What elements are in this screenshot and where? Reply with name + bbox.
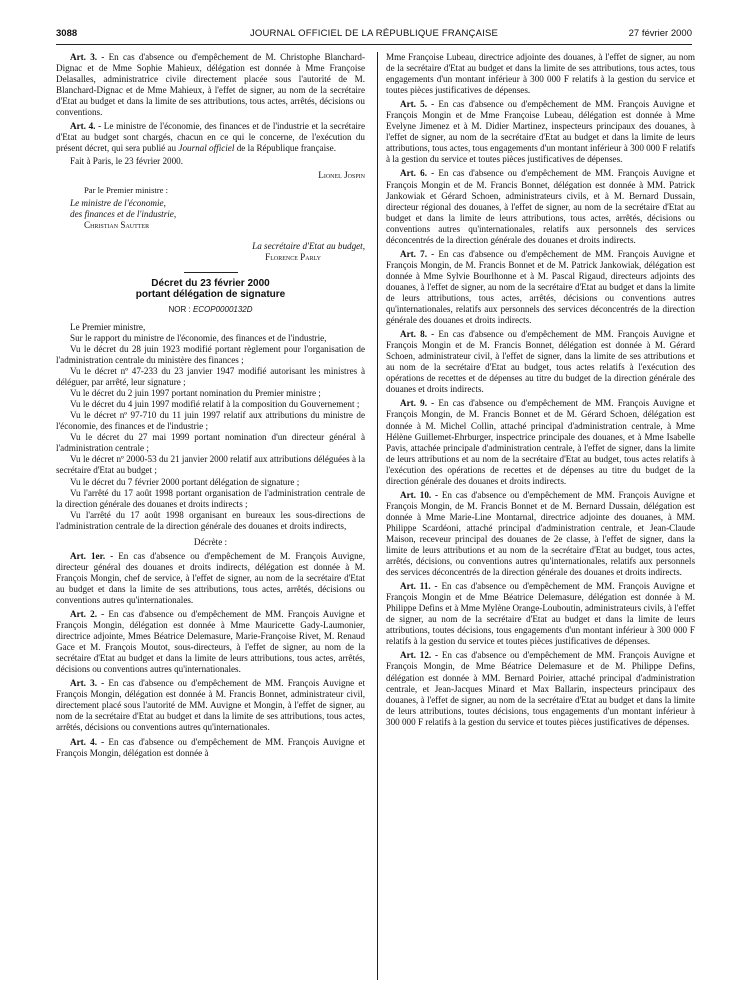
minister-name: Christian Sautter [84,219,150,230]
secretary-signature [56,241,365,263]
column-divider [377,52,378,980]
article-label: Art. 11. - [400,581,438,592]
nor-reference [56,304,365,315]
visa-line: Vu le décret du 27 mai 1999 portant nomination d'un directeur général à l'administration centrale ; [56,432,365,454]
visa-line: Vu le décret du 28 juin 1923 modifié portant règlement pour l'organisation de l'administration centrale du ministère des finances ; [56,343,365,365]
par-le-premier-ministre: Par le Premier ministre : [84,184,169,195]
article-text: En cas d'absence ou d'empêchement de MM. François Auvigne et François Mongin, délégation est donnée à [56,736,365,758]
article-text: En cas d'absence ou d'empêchement de MM. François Auvigne et François Mongin et de Mme Françoise Lubeau, délégation est donnée à Mme Evelyne Jimenez et à M. Didier Martinez, inspecteurs principaux des douanes, à l'effet de signer, au nom de la secrétaire d'Etat au budget et dans la limite de leurs attributions, tous actes, tous engagements d'un montant inférieur à 300 000 F relatifs à la gestion du service et toutes pièces justificatives de dépenses. [386,99,695,165]
secretary-title: La secrétaire d'Etat au budget, [252,240,365,251]
nor-label: NOR : [168,304,191,314]
article-text: Le ministre de l'économie, des finances et de l'industrie et la secrétaire d'Etat au budget sont chargés, chacun en ce qui le concerne, de l'exécution du présent décret, qui sera publié au [56,121,365,154]
page-number: 3088 [56,28,78,39]
fait-a-paris: Fait à Paris, le 23 février 2000. [70,156,184,167]
article-text: En cas d'absence ou d'empêchement de MM. François Auvigne et François Mongin, de M. Francis Bonnet et de M. Gérard Schoen, délégation est donnée à M. Michel Collin, attaché principal d'administration centrale, à Mme Hélène Guillemet-Ehrburger, inspectrice principale des douanes, et à Mme Isabelle Pavis, attachée principale d'administration centrale, à l'effet de signer, dans la limite de leurs attributions et au nom de la secrétaire d'Etat au budget, tous actes relatifs à l'exécution des opérations de recettes et de dépenses au titre du budget de la direction générale des douanes et droits indirects. [386,398,695,486]
premier-ministre-line: Le Premier ministre, [70,321,146,332]
nor-code: ECOP0000132D [192,304,253,314]
article-paragraph [386,650,695,727]
continuation-paragraph: Mme Françoise Lubeau, directrice adjointe des douanes, à l'effet de signer, au nom de la secrétaire d'Etat au budget et dans la limite de ses attributions, tous actes, tous engagements d'un montant inférieur à 300 000 F relatifs à la gestion du service et toutes pièces justificatives de dépenses. [386,52,695,96]
journal-officiel-ref: Journal officiel [178,143,235,154]
article-label: Art. 8. - [400,329,435,340]
visas-list [56,333,365,532]
article-label: Art. 3. - [70,52,105,62]
article-text: En cas d'absence ou d'empêchement de MM. François Auvigne et François Mongin, délégation est donnée à M. Francis Bonnet, administrateur civil, directement placé sous l'autorité de MM. Auvigne et Mongin, à l'effet de signer, au nom de la secrétaire d'Etat au budget et dans la limite de ses attributions, tous actes, arrêtés, décisions ou conventions autres qu'internationales. [56,678,365,733]
visa-line: Vu l'arrêté du 17 août 1998 portant organisation de l'administration centrale de la direction générale des douanes et droits indirects ; [56,487,365,509]
visa-line: Sur le rapport du ministre de l'économie, des finances et de l'industrie, [70,332,327,343]
visa-line: Vu le décret nº 47-233 du 23 janvier 1947 modifié autorisant les ministres à déléguer, par arrêté, leur signature ; [56,366,365,388]
article-paragraph [386,99,695,165]
secretary-name: Florence Parly [265,251,321,262]
article-label: Art. 9. - [400,398,435,409]
article-label: Art. 6. - [400,168,435,179]
article-text: En cas d'absence ou d'empêchement de MM. François Auvigne et François Mongin, de Mme Béatrice Delemasure et de M. Philippe Defins, délégation est donnée à MM. Bernard Poirier, attaché principal d'administration centrale, et Jean-Jacques Minard et Max Ballarin, inspecteurs principaux des douanes, à l'effet de signer, au nom de la secrétaire d'Etat au budget et dans la limite de leurs attributions, toutes décisions, tous engagements d'un montant inférieur à 300 000 F relatifs à la gestion du service et toutes pièces justificatives de dépenses. [386,650,695,727]
journal-title: JOURNAL OFFICIEL DE LA RÉPUBLIQUE FRANÇAISE [249,28,499,39]
visa-line: Vu le décret nº 2000-53 du 21 janvier 2000 relatif aux attributions déléguées à la secrétaire d'Etat au budget ; [56,454,365,476]
article-paragraph [56,737,365,759]
article-paragraph [56,52,365,118]
article-paragraph [386,398,695,486]
article-paragraph [386,168,695,245]
article-text: de la République française. [236,143,337,154]
minister-title-line: Le ministre de l'économie, [70,197,166,208]
article-paragraph [56,551,365,606]
article-label: Art. 5. - [400,99,435,110]
decree-title-line: Décret du 23 février 2000 [151,277,270,289]
visa-line: Vu le décret nº 97-710 du 11 juin 1997 relatif aux attributions du ministre de l'économie, des finances et de l'industrie ; [56,410,365,432]
article-text: En cas d'absence ou d'empêchement de MM. François Auvigne et François Mongin, de M. Francis Bonnet et de M. Bernard Dussain, délégation est donnée à Mme Marie-Line Montarnal, directrice adjointe des douanes, à MM. Philippe Scardéoni, attaché principal d'administration centrale, et Jean-Claude Maison, receveur principal des douanes de 2e classe, à l'effet de signer, dans la limite de leurs attributions et au nom de la secrétaire d'Etat au budget, tous actes, arrêtés, décisions, ou conventions autres qu'internationales, relatifs aux personnels des services déconcentrés de la direction générale des douanes et droits indirects. [386,489,695,578]
article-label: Art. 3. - [70,678,105,689]
decrete-line: Décrète : [193,536,228,547]
visa-line: Vu le décret du 7 février 2000 portant délégation de signature ; [70,476,300,487]
article-label: Art. 10. - [400,489,439,500]
article-text: En cas d'absence ou d'empêchement de MM. François Auvigne et François Mongin, délégation est donnée à Mme Mauricette Gady-Laumonier, directrice adjointe, Mmes Béatrice Delemasure, Marie-Françoise Rivet, M. Renaud Gace et M. François Moutot, sous-directeurs, à l'effet de signer, au nom de la secrétaire d'Etat au budget et dans la limite de leurs attributions, tous actes, arrêtés, décisions ou conventions autres qu'internationales. [56,609,365,675]
decree-title-line: portant délégation de signature [135,289,286,301]
article-paragraph [386,581,695,647]
signatory-name: Lionel Jospin [318,170,365,181]
article-label: Art. 4. - [70,736,105,747]
article-label: Art. 7. - [400,248,435,259]
article-label: Art. 4. - [70,121,102,132]
left-articles [56,551,365,759]
left-column [56,52,365,759]
minister-title-line: des finances et de l'industrie, [70,208,177,219]
article-text: En cas d'absence ou d'empêchement de M. François Auvigne, directeur général des douanes et droits indirects, délégation est donnée à M. François Mongin, chef de service, à l'effet de signer, au nom de la secrétaire d'Etat au budget et dans la limite de ses attributions, tous actes, arrêtés, décisions ou conventions autres qu'internationales. [56,550,365,605]
article-paragraph [386,249,695,326]
article-text: En cas d'absence ou d'empêchement de MM. François Auvigne et François Mongin et de M. Francis Bonnet, délégation est donnée à M. Gérard Schoen, administrateur civil, à l'effet de signer, dans la limite de ses attributions et au nom de la secrétaire d'Etat au budget, tous actes relatifs à l'exécution des opérations de recettes et de dépenses au titre du budget de la direction générale des douanes et droits indirects. [386,329,695,395]
article-paragraph [56,678,365,733]
article-paragraph [56,121,365,154]
issue-date: 27 février 2000 [628,28,692,39]
article-label: Art. 2. - [70,609,105,620]
article-paragraph [386,329,695,395]
article-text: En cas d'absence ou d'empêchement de MM. François Auvigne et François Mongin, de M. Francis Bonnet et de M. Patrick Jankowiak, délégation est donnée à Mme Sylvie Bourlhonne et à M. Pascal Rigaud, directeurs adjoints des douanes, à l'effet de signer, au nom de la secrétaire d'Etat au budget et dans la limite de leurs attributions, tous actes, arrêtés, décisions ou conventions autres qu'internationales, relatifs aux personnels des services déconcentrés de la direction générale des douanes et droits indirects. [386,248,695,326]
article-paragraph [386,490,695,578]
visa-line: Vu le décret du 2 juin 1997 portant nomination du Premier ministre ; [70,388,321,399]
article-text: En cas d'absence ou d'empêchement de MM. François Auvigne et François Mongin et de Mme Béatrice Delemasure, délégation est donnée à M. Philippe Defins et à Mme Mylène Orange-Louboutin, administrateurs civils, à l'effet de signer, au nom de la secrétaire d'Etat au budget et dans la limite de leurs attributions, toutes décisions, tous engagements d'un montant inférieur à 300 000 F relatifs à la gestion du service et toutes pièces justificatives de dépenses. [386,581,695,647]
visa-line: Vu l'arrêté du 17 août 1998 organisant en bureaux les sous-directions de l'administration centrale de la direction générale des douanes et droits indirects, [56,509,365,531]
section-divider [184,272,238,273]
article-label: Art. 1er. - [70,550,114,561]
article-label: Art. 12. - [400,650,439,661]
right-column [386,52,695,728]
decree-title [56,278,365,301]
right-articles [386,99,695,728]
article-text: En cas d'absence ou d'empêchement de MM. François Auvigne et François Mongin et de M. Francis Bonnet, délégation est donnée à MM. Patrick Jankowiak et Gérard Schoen, administrateurs civils, et à M. Bernard Dussain, directeur régional des douanes, à l'effet de signer, au nom de la secrétaire d'Etat au budget et dans la limite de leurs attributions, tous actes, arrêtés, décisions ou conventions autres qu'internationales, relatifs aux personnels des services déconcentrés de la direction générale des douanes et droits indirects. [386,168,695,245]
article-paragraph [56,609,365,675]
minister-signature [56,198,365,231]
visa-line: Vu le décret du 4 juin 1997 modifié relatif à la composition du Gouvernement ; [70,399,360,410]
article-text: En cas d'absence ou d'empêchement de M. Christophe Blanchard-Dignac et de Mme Sophie Mahieux, délégation est donnée à Mme Françoise Delasalles, administratrice civile directement placée sous l'autorité de M. Blanchard-Dignac et de Mme Mahieux, à l'effet de signer, au nom de la secrétaire d'Etat au budget et dans la limite de ses attributions, tous actes, arrêtés, décisions ou conventions. [56,52,366,118]
page-header [56,28,692,45]
